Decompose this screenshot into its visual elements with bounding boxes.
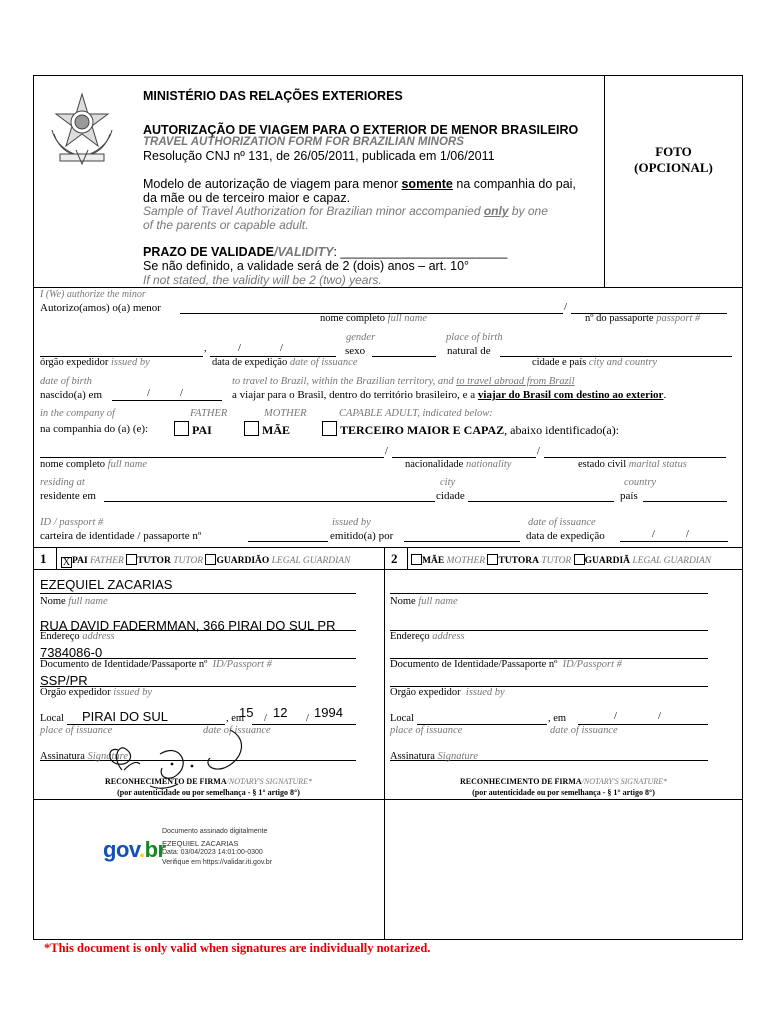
adult-checkbox[interactable] <box>322 421 337 436</box>
authorize-en: I (We) authorize the minor <box>40 289 146 300</box>
s1-doc: Documento de Identidade/Passaporte nº <box>40 659 208 670</box>
section-divider <box>33 547 743 548</box>
s1-id-passport: ID/Passport # <box>212 659 272 670</box>
s1-assinatura: Assinatura <box>40 751 85 762</box>
s1-name-label <box>40 596 108 607</box>
govbr-line1: Documento assinado digitalmente <box>162 828 268 835</box>
country-field[interactable] <box>643 501 727 502</box>
id-en: ID / passport # <box>40 517 104 528</box>
section1-role <box>61 554 350 568</box>
model-en-a: Sample of Travel Authorization for Brazilian minor accompanied <box>143 204 484 218</box>
s1-month-value[interactable]: 12 <box>273 705 288 720</box>
mother-checkbox[interactable] <box>244 421 259 436</box>
issue-date-caption <box>212 357 358 368</box>
s2-orgao: Orgão expedidor <box>390 687 461 698</box>
date-slash-b: / <box>280 343 283 354</box>
tutor-label-en: TUTOR <box>173 556 204 566</box>
travel-en <box>232 376 575 387</box>
exp-slash-a: / <box>652 529 655 540</box>
s2-endereco: Endereço <box>390 631 430 642</box>
guardia-label: GUARDIÃ <box>584 556 630 566</box>
s1-notary-sub: (por autenticidade ou por semelhança - § 1° artigo 8°) <box>117 788 300 797</box>
s1-address-en: address <box>82 631 115 642</box>
govbr-signer: EZEQUIEL ZACARIAS <box>162 838 239 848</box>
pais-label: país <box>620 490 638 502</box>
sex-label: sexo <box>345 345 366 357</box>
country-en: country <box>624 477 657 488</box>
marital-caption <box>578 459 687 470</box>
s1-local-label: Local <box>40 713 64 724</box>
tutora-label: TUTORA <box>498 556 539 566</box>
photo-box[interactable] <box>604 144 743 176</box>
s1-notary-title: RECONHECIMENTO DE FIRMA <box>105 777 227 786</box>
s2-date-slash-a: / <box>614 711 617 722</box>
issuer-caption <box>40 357 150 368</box>
companion-name-en: full name <box>107 459 148 470</box>
company-en: in the company of <box>40 408 115 419</box>
city-country-en: city and country <box>588 357 658 368</box>
govbr-logo: gov.br <box>103 837 166 862</box>
pai-checkbox[interactable]: X <box>62 557 71 568</box>
section1-number: 1 <box>40 551 47 566</box>
s1-date-label: date of issuance <box>203 725 271 736</box>
s1-name-line <box>40 593 356 594</box>
s1-issued-by: issued by <box>113 687 153 698</box>
nationality-en: nationality <box>465 459 512 470</box>
s2-em-label: , em <box>548 713 567 724</box>
pai-label: PAI <box>72 556 88 566</box>
middle-divider <box>384 547 385 940</box>
s2-issuer-label <box>390 687 505 698</box>
residence-field[interactable] <box>104 501 435 502</box>
photo-label: FOTO <box>655 144 692 159</box>
full-name-pt: nome completo <box>320 313 386 324</box>
sex-field[interactable] <box>372 356 436 357</box>
header-divider <box>33 287 743 288</box>
tutor-checkbox[interactable] <box>126 554 137 565</box>
travel-en-a: to travel to Brazil, within the Brazilian territory, and <box>232 376 457 387</box>
slash-c: / <box>537 446 540 457</box>
section-subheader-divider <box>33 569 743 570</box>
model-pt-line2: da mãe ou de terceiro maior e capaz. <box>143 191 351 205</box>
notary-divider <box>33 799 743 800</box>
govbr-logo-gov: gov <box>103 837 139 862</box>
guardiao-checkbox[interactable] <box>205 554 216 565</box>
natural-label: natural de <box>447 345 491 357</box>
section1-num-divider <box>56 547 57 569</box>
govbr-logo-br: br <box>144 837 166 862</box>
s2-doc-label <box>390 659 622 670</box>
model-en-line1 <box>143 204 548 218</box>
marital-en: marital status <box>628 459 687 470</box>
form-title-pt: AUTORIZAÇÃO DE VIAGEM PARA O EXTERIOR DE MENOR BRASILEIRO <box>143 123 579 137</box>
s1-address-value[interactable]: RUA DAVID FADERMMAN, 366 PIRAI DO SUL PR <box>40 618 336 633</box>
tutor2-label-en: TUTOR <box>541 556 572 566</box>
passport-pt: nº do passaporte <box>585 313 654 324</box>
s2-id-passport: ID/Passport # <box>562 659 622 670</box>
full-name-caption <box>320 313 427 324</box>
s1-issuer-value[interactable]: SSP/PR <box>40 673 88 688</box>
dob-en: date of birth <box>40 376 92 387</box>
issued-by-en: issued by <box>332 517 371 528</box>
govbr-verify: Verifique em https://validar.iti.gov.br <box>162 858 272 866</box>
exp-slash-b: / <box>686 529 689 540</box>
s1-issuer-label <box>40 687 152 698</box>
s1-address-label <box>40 631 115 642</box>
travel-pt: a viajar para o Brasil, dentro do território brasileiro, e a viajar do Brasil com destino ao exterior. <box>232 389 667 401</box>
s1-signature-en: Signature <box>87 751 128 762</box>
photo-optional-label: (OPCIONAL) <box>634 160 713 175</box>
s2-name-label <box>390 596 458 607</box>
born-label: nascido(a) em <box>40 389 102 401</box>
s1-date-slash-b: / <box>306 713 309 724</box>
s2-full-name: full name <box>418 596 458 607</box>
guardia-checkbox[interactable] <box>574 554 585 565</box>
adult-pt: TERCEIRO MAIOR E CAPAZ <box>340 423 505 437</box>
s2-local-label: Local <box>390 713 414 724</box>
model-pt-a: Modelo de autorização de viagem para menor <box>143 177 402 191</box>
slash: / <box>564 302 567 313</box>
validity-note-pt: Se não definido, a validade será de 2 (dois) anos – art. 10° <box>143 259 470 273</box>
s1-day-value[interactable]: 15 <box>239 705 254 720</box>
s2-assinatura: Assinatura <box>390 751 435 762</box>
father-pt: PAI <box>192 423 212 437</box>
city-en: city <box>440 477 456 488</box>
travel-en-b: to travel abroad from Brazil <box>456 376 575 387</box>
travel-pt-a: a viajar para o Brasil, dentro do território brasileiro, e a <box>232 389 478 401</box>
travel-pt-b: viajar do Brasil com destino ao exterior <box>477 389 664 401</box>
guardian-label-en: LEGAL GUARDIAN <box>271 556 351 566</box>
validity-note-en: If not stated, the validity will be 2 (two) years. <box>143 273 382 287</box>
date-slash-a: / <box>238 343 241 354</box>
nationality-caption <box>405 459 511 470</box>
s2-place-label: place of issuance <box>390 725 463 736</box>
s2-signature-label <box>390 751 478 762</box>
father-label-en: FATHER <box>90 556 124 566</box>
dob-field[interactable] <box>112 400 222 401</box>
nationality-pt: nacionalidade <box>405 459 464 470</box>
emitido-label: emitido(a) por <box>330 530 394 542</box>
guardiao-label: GUARDIÃO <box>216 556 270 566</box>
date-iss-en: date of issuance <box>528 517 596 528</box>
option-adult[interactable] <box>322 421 619 438</box>
passport-en: passport # <box>656 313 701 324</box>
resident-label: residente em <box>40 490 96 502</box>
section2-role <box>411 554 711 566</box>
s2-nome: Nome <box>390 596 416 607</box>
tutora-checkbox[interactable] <box>487 554 498 565</box>
issue-date-en: date of issuance <box>289 357 358 368</box>
authorize-pt: Autorizo(amos) o(a) menor <box>40 302 161 314</box>
s2-notary <box>384 776 743 798</box>
s2-signature-en: Signature <box>437 751 478 762</box>
id-field[interactable] <box>248 541 328 542</box>
city-country-caption <box>532 357 657 368</box>
mother-pt: MÃE <box>262 423 290 437</box>
photo-divider <box>604 75 605 287</box>
validity-label-en: /VALIDITY <box>274 245 334 259</box>
gender-en: gender <box>346 332 376 343</box>
validity-line <box>143 245 507 259</box>
s2-notary-title: RECONHECIMENTO DE FIRMA <box>460 777 582 786</box>
section2-num-divider <box>407 547 408 569</box>
father-checkbox[interactable] <box>174 421 189 436</box>
model-pt-line1 <box>143 177 576 191</box>
form-title-en: TRAVEL AUTHORIZATION FORM FOR BRAZILIAN MINORS <box>143 136 464 148</box>
s1-full-name: full name <box>68 596 108 607</box>
comma: , <box>204 343 207 354</box>
mother-label-en: MOTHER <box>446 556 486 566</box>
s1-year-value[interactable]: 1994 <box>314 705 343 720</box>
city-field[interactable] <box>468 501 614 502</box>
s1-date-slash-a: / <box>264 713 267 724</box>
guardian2-label-en: LEGAL GUARDIAN <box>632 556 712 566</box>
company-pt: na companhia do (a) (e): <box>40 423 149 435</box>
footer-note: *This document is only valid when signatures are individually notarized. <box>44 941 431 955</box>
s1-place-label: place of issuance <box>40 725 113 736</box>
mother-en: MOTHER <box>264 408 307 419</box>
s1-orgao: Orgão expedidor <box>40 687 111 698</box>
s1-name-value[interactable]: EZEQUIEL ZACARIAS <box>40 577 173 592</box>
s2-address-label <box>390 631 465 642</box>
data-exp-field[interactable] <box>620 541 728 542</box>
s2-doc: Documento de Identidade/Passaporte nº <box>390 659 558 670</box>
s1-doc-label <box>40 659 272 670</box>
s2-notary-sub: (por autenticidade ou por semelhança - § 1° artigo 8°) <box>472 788 655 797</box>
issuer-en: issued by <box>110 357 150 368</box>
dob-slash-a: / <box>147 388 150 399</box>
ministry-title: MINISTÉRIO DAS RELAÇÕES EXTERIORES <box>143 89 403 103</box>
companion-nationality-field[interactable] <box>392 457 536 458</box>
validity-label: PRAZO DE VALIDADE <box>143 245 275 259</box>
s1-nome: Nome <box>40 596 66 607</box>
emitido-field[interactable] <box>404 541 520 542</box>
s1-em-label: , em <box>226 713 245 724</box>
coat-of-arms-icon <box>46 90 118 168</box>
s2-date-slash-b: / <box>658 711 661 722</box>
full-name-en: full name <box>387 313 428 324</box>
s1-notary <box>33 776 384 798</box>
s1-local-value[interactable]: PIRAI DO SUL <box>82 709 168 724</box>
issue-date-pt: data de expedição <box>212 357 288 368</box>
companion-marital-field[interactable] <box>544 457 726 458</box>
option-father[interactable] <box>174 421 212 438</box>
s1-notary-title-en: /NOTARY'S SIGNATURE* <box>226 777 312 786</box>
s2-name-line[interactable] <box>390 593 708 594</box>
option-mother[interactable] <box>244 421 290 438</box>
id-pt: carteira de identidade / passaporte nº <box>40 530 202 542</box>
data-exp-label: data de expedição <box>526 530 605 542</box>
father-en: FATHER <box>190 408 228 419</box>
section2-number: 2 <box>391 551 398 566</box>
model-pt-only: somente <box>401 177 453 191</box>
mae-label: MÃE <box>422 556 445 566</box>
s2-notary-title-en: /NOTARY'S SIGNATURE* <box>581 777 667 786</box>
s2-issued-by: issued by <box>465 687 505 698</box>
model-pt-c: na companhia do pai, <box>452 177 576 191</box>
dob-slash-b: / <box>180 388 183 399</box>
s2-date-label: date of issuance <box>550 725 618 736</box>
adult-pt-tail: , abaixo identificado(a): <box>504 423 620 437</box>
model-en-c: by one <box>508 204 548 218</box>
marital-pt: estado civil <box>578 459 627 470</box>
city-country-pt: cidade e país <box>532 357 587 368</box>
companion-name-pt: nome completo <box>40 459 106 470</box>
govbr-date: Data: 03/04/2023 14:01:00-0300 <box>162 849 263 856</box>
companion-name-caption <box>40 459 147 470</box>
tutor-label: TUTOR <box>137 556 171 566</box>
resolution-text: Resolução CNJ nº 131, de 26/05/2011, publicada em 1/06/2011 <box>143 149 495 163</box>
issuer-pt: órgão expedidor <box>40 357 109 368</box>
slash-b: / <box>385 446 388 457</box>
companion-name-field[interactable] <box>40 457 384 458</box>
passport-caption <box>585 313 700 324</box>
residing-en: residing at <box>40 477 85 488</box>
model-en-only: only <box>483 204 509 218</box>
adult-en: CAPABLE ADULT, indicated below: <box>339 408 493 419</box>
s1-doc-value[interactable]: 7384086-0 <box>40 645 103 660</box>
govbr-stamp-text <box>162 827 272 867</box>
s2-address-en: address <box>432 631 465 642</box>
mae-checkbox[interactable] <box>411 554 422 565</box>
birthplace-en: place of birth <box>446 332 503 343</box>
cidade-label: cidade <box>436 490 465 502</box>
validity-blank[interactable]: : ________________________ <box>333 245 508 259</box>
model-en-line2: of the parents or capable adult. <box>143 218 309 232</box>
s1-endereco: Endereço <box>40 631 80 642</box>
